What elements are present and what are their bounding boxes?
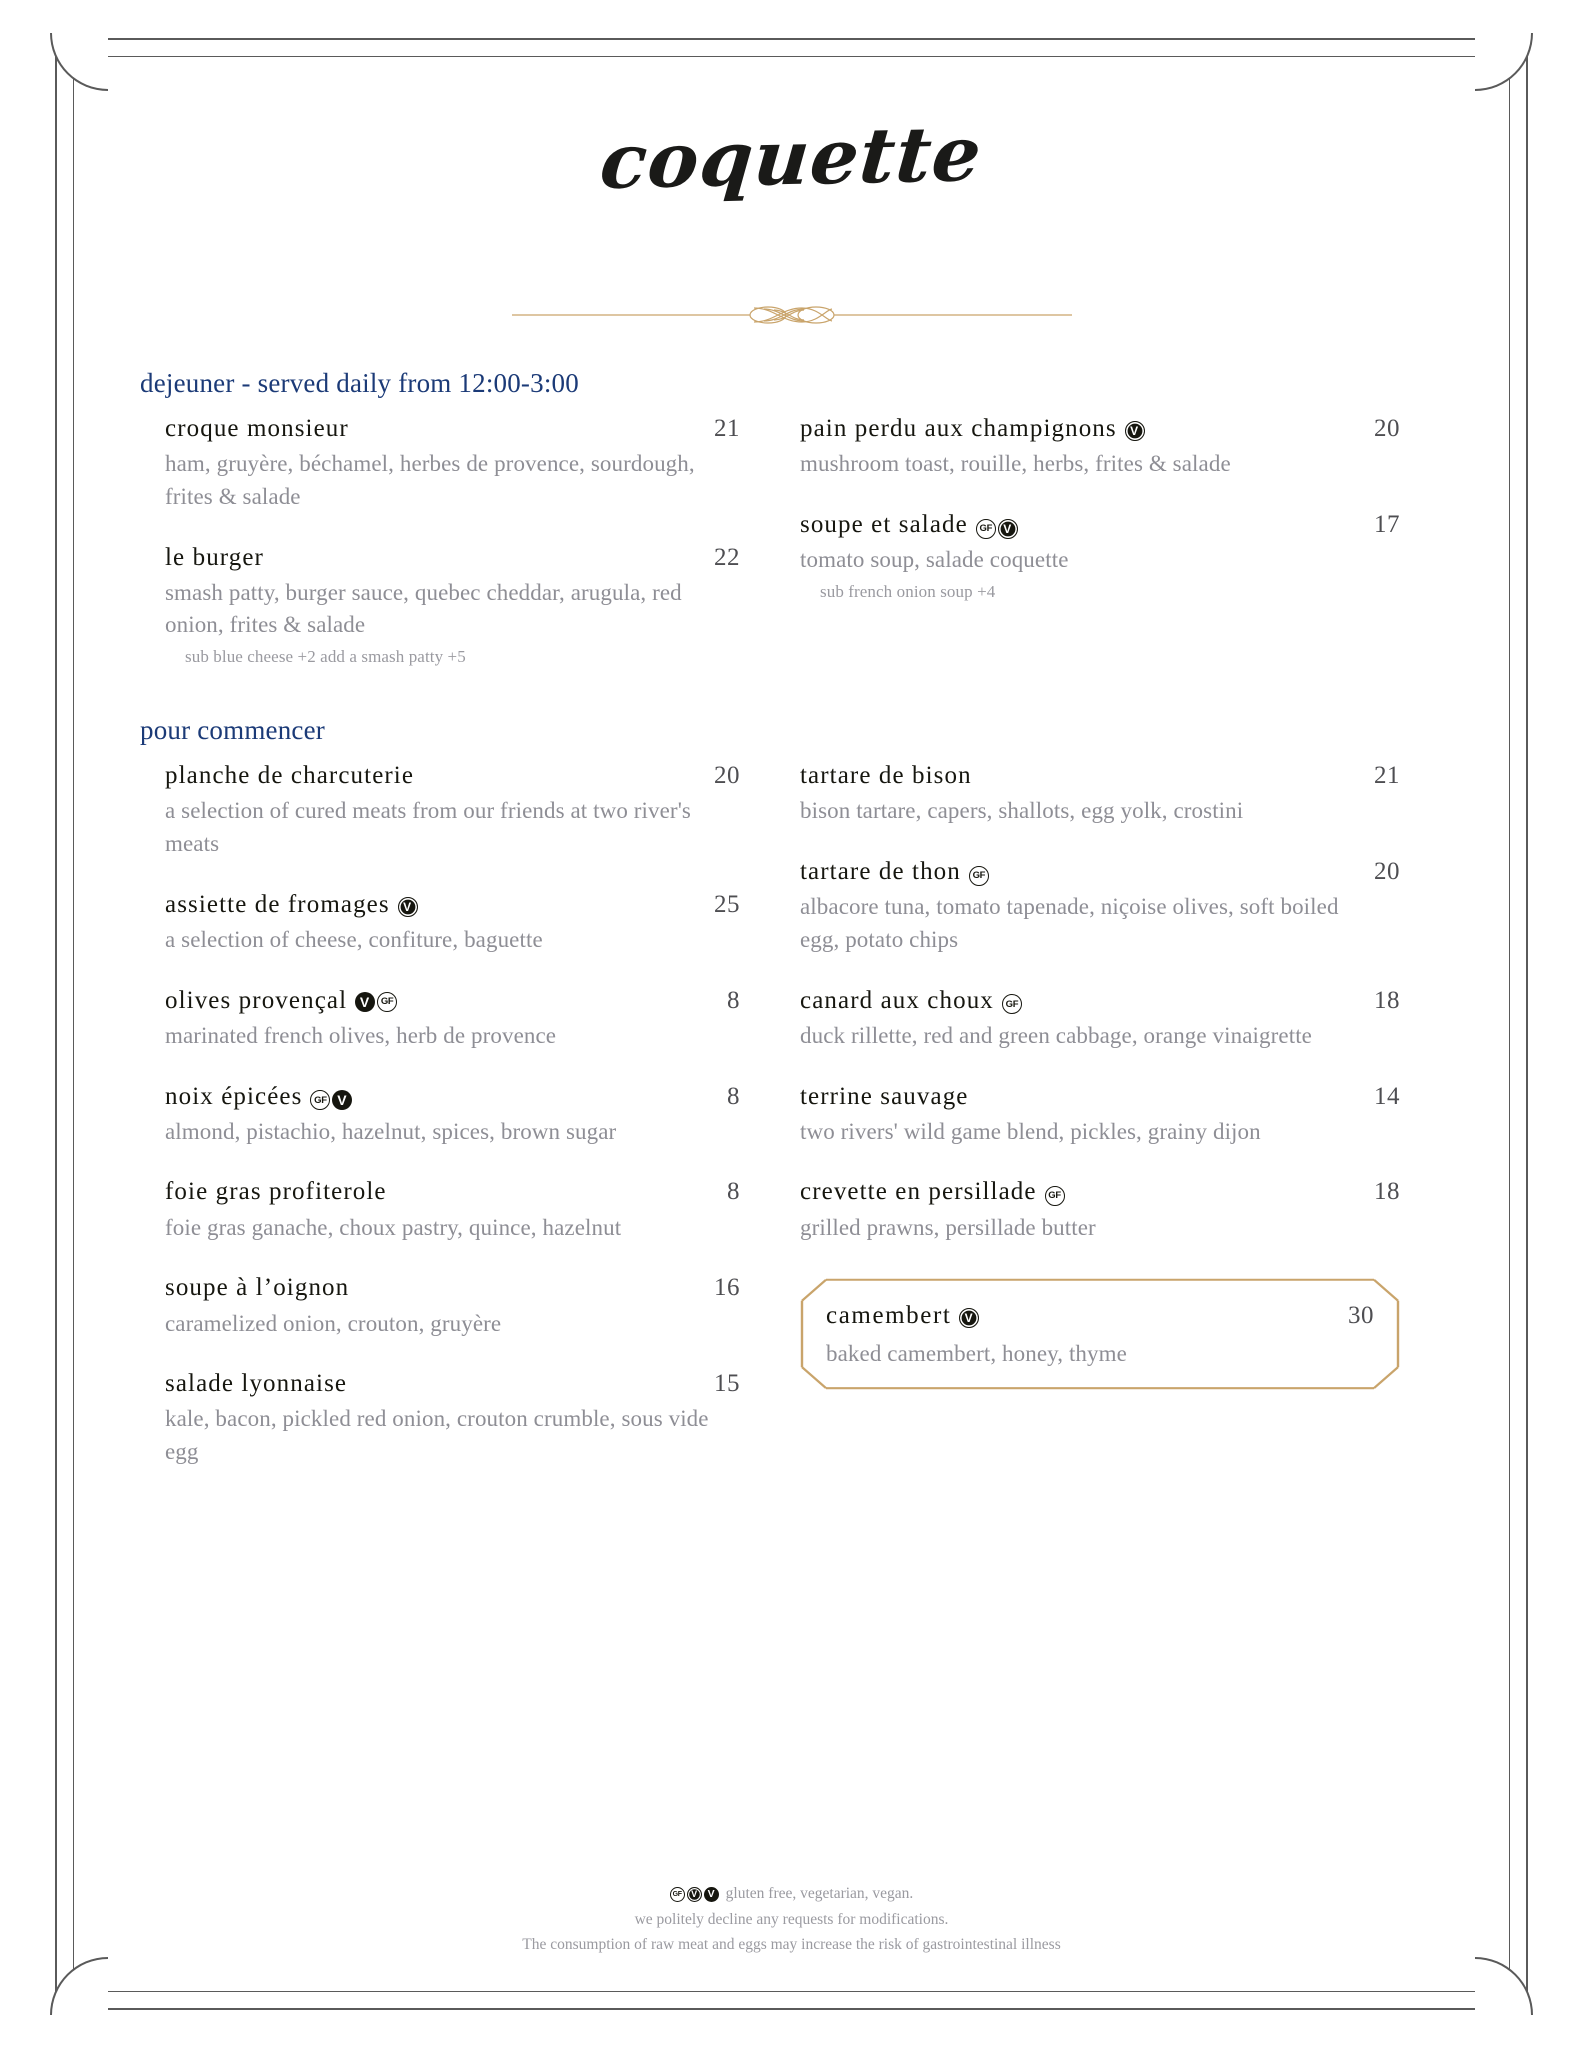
menu-item-name: noix épicées GF V bbox=[165, 1081, 352, 1112]
menu-item-description: albacore tuna, tomato tapenade, niçoise olives, soft boiled egg, potato chips bbox=[800, 894, 1339, 952]
menu-item-description: kale, bacon, pickled red onion, crouton crumble, sous vide egg bbox=[165, 1406, 709, 1465]
menu-item[interactable] bbox=[165, 542, 740, 668]
menu-item[interactable] bbox=[800, 760, 1400, 828]
menu-item-header bbox=[165, 1176, 740, 1207]
menu-item-name: croque monsieur bbox=[165, 415, 349, 442]
menu-item-name: crevette en persillade GF bbox=[800, 1176, 1065, 1207]
masthead bbox=[0, 109, 1583, 206]
section-heading-dejeuner: dejeuner - served daily from 12:00-3:00 bbox=[140, 368, 579, 398]
menu-item-description: a selection of cured meats from our friends at two river's meats bbox=[165, 798, 691, 857]
corner-ornament-top-left bbox=[50, 33, 108, 91]
menu-item-price: 17 bbox=[1374, 510, 1400, 538]
menu-item[interactable] bbox=[800, 1081, 1400, 1149]
menu-item[interactable] bbox=[826, 1300, 1374, 1370]
vegetarian-icon: V bbox=[687, 1887, 702, 1902]
menu-item[interactable] bbox=[165, 1368, 740, 1469]
menu-item-price: 20 bbox=[714, 762, 740, 790]
menu-item-description: grilled prawns, persillade butter bbox=[800, 1214, 1096, 1240]
menu-item-price: 14 bbox=[1374, 1082, 1400, 1110]
menu-item-name: assiette de fromages V bbox=[165, 889, 418, 920]
section-columns-pour-commencer bbox=[140, 760, 1440, 1469]
menu-item-header bbox=[800, 1081, 1400, 1112]
dietary-badges bbox=[398, 897, 418, 917]
menu-item-price: 20 bbox=[1374, 858, 1400, 886]
menu-content bbox=[140, 368, 1440, 1469]
dejeuner-right-column bbox=[800, 413, 1400, 602]
dietary-badges bbox=[1002, 994, 1022, 1014]
restaurant-logo-title: coquette bbox=[597, 109, 986, 206]
menu-item[interactable] bbox=[165, 1272, 740, 1340]
menu-item-header bbox=[800, 413, 1400, 444]
vegetarian-icon: V bbox=[959, 1308, 979, 1328]
gluten-free-icon: GF bbox=[310, 1090, 330, 1110]
dietary-badges bbox=[1125, 421, 1145, 441]
menu-item-header bbox=[165, 413, 740, 444]
menu-item-name: soupe et salade GF V bbox=[800, 509, 1018, 540]
menu-item-description: mushroom toast, rouille, herbs, frites & salade bbox=[800, 451, 1231, 477]
menu-item-name: canard aux choux GF bbox=[800, 985, 1022, 1016]
gluten-free-icon: GF bbox=[1002, 994, 1022, 1014]
vegetarian-icon: V bbox=[398, 897, 418, 917]
menu-item-description: duck rillette, red and green cabbage, orange vinaigrette bbox=[800, 1022, 1312, 1048]
gluten-free-icon: GF bbox=[670, 1887, 685, 1902]
dietary-badges bbox=[959, 1308, 979, 1328]
menu-item-description: caramelized onion, crouton, gruyère bbox=[165, 1310, 502, 1336]
menu-item-header bbox=[800, 509, 1400, 540]
menu-item-header bbox=[800, 760, 1400, 791]
vegetarian-icon: V bbox=[1125, 421, 1145, 441]
menu-item-description: foie gras ganache, choux pastry, quince, hazelnut bbox=[165, 1214, 622, 1240]
menu-item[interactable] bbox=[165, 760, 740, 861]
featured-item-camembert bbox=[800, 1278, 1400, 1390]
gluten-free-icon: GF bbox=[976, 519, 996, 539]
menu-item-name: foie gras profiterole bbox=[165, 1178, 387, 1206]
dietary-badges bbox=[976, 519, 1018, 539]
menu-item-description: two rivers' wild game blend, pickles, grainy dijon bbox=[800, 1118, 1261, 1144]
section-heading-pour-commencer: pour commencer bbox=[140, 715, 325, 746]
pour-commencer-left-column bbox=[140, 760, 740, 1469]
dejeuner-left-column bbox=[140, 413, 740, 667]
dietary-badges bbox=[355, 992, 397, 1012]
menu-item[interactable] bbox=[800, 1176, 1400, 1244]
corner-ornament-bottom-right bbox=[1475, 1957, 1533, 2015]
vegetarian-icon: V bbox=[998, 519, 1018, 539]
menu-item-name: planche de charcuterie bbox=[165, 762, 415, 790]
footer-legend-text: gluten free, vegetarian, vegan. bbox=[725, 1885, 914, 1903]
menu-item-price: 20 bbox=[1374, 415, 1400, 442]
corner-ornament-top-right bbox=[1475, 33, 1533, 91]
menu-item-price: 22 bbox=[714, 543, 740, 571]
gluten-free-icon: GF bbox=[1045, 1186, 1065, 1206]
menu-item-description: baked camembert, honey, thyme bbox=[826, 1340, 1127, 1366]
menu-item-name: tartare de thon GF bbox=[800, 856, 989, 887]
menu-item[interactable] bbox=[800, 985, 1400, 1053]
dietary-badges bbox=[969, 866, 989, 886]
menu-item-modifier-note: sub french onion soup +4 bbox=[820, 581, 996, 601]
menu-footer bbox=[0, 1881, 1583, 1958]
menu-item-price: 21 bbox=[714, 415, 740, 442]
menu-item-header bbox=[165, 1081, 740, 1112]
menu-item-modifier-note: sub blue cheese +2 add a smash patty +5 bbox=[185, 647, 466, 667]
menu-item-description: bison tartare, capers, shallots, egg yolk, crostini bbox=[800, 798, 1244, 824]
menu-item-header bbox=[165, 760, 740, 791]
section-columns-dejeuner bbox=[140, 413, 1440, 667]
menu-item-description: tomato soup, salade coquette bbox=[800, 547, 1069, 573]
menu-item-header bbox=[165, 1368, 740, 1399]
menu-item[interactable] bbox=[165, 1081, 740, 1149]
menu-item-name: soupe à l’oignon bbox=[165, 1274, 350, 1302]
menu-item-price: 18 bbox=[1374, 1178, 1400, 1206]
menu-item-header bbox=[800, 856, 1400, 887]
gluten-free-icon: GF bbox=[969, 866, 989, 886]
menu-item[interactable] bbox=[800, 413, 1400, 481]
footer-legend-line bbox=[0, 1881, 1583, 1907]
menu-item-price: 8 bbox=[727, 1082, 740, 1110]
vegan-icon: V bbox=[704, 1887, 719, 1902]
menu-item-price: 21 bbox=[1374, 762, 1400, 790]
gluten-free-icon: GF bbox=[377, 992, 397, 1012]
menu-item-header bbox=[165, 1272, 740, 1303]
pour-commencer-right-column bbox=[800, 760, 1400, 1390]
vegan-icon: V bbox=[355, 992, 375, 1012]
menu-item[interactable] bbox=[165, 1176, 740, 1244]
menu-item-name: terrine sauvage bbox=[800, 1082, 969, 1110]
corner-ornament-bottom-left bbox=[50, 1957, 108, 2015]
menu-item-description: almond, pistachio, hazelnut, spices, brown sugar bbox=[165, 1118, 617, 1144]
menu-item[interactable] bbox=[165, 413, 740, 514]
menu-item-header bbox=[165, 985, 740, 1016]
menu-item[interactable] bbox=[165, 985, 740, 1053]
menu-item-name: salade lyonnaise bbox=[165, 1370, 348, 1398]
dietary-badges bbox=[310, 1090, 352, 1110]
dietary-badges bbox=[1045, 1186, 1065, 1206]
menu-item[interactable] bbox=[800, 856, 1400, 957]
menu-item-header bbox=[165, 889, 740, 920]
menu-item-description: smash patty, burger sauce, quebec cheddar, arugula, red onion, frites & salade bbox=[165, 579, 682, 638]
menu-item-header bbox=[826, 1300, 1374, 1331]
menu-item-header bbox=[800, 985, 1400, 1016]
vegan-icon: V bbox=[332, 1090, 352, 1110]
footer-legend-badges bbox=[670, 1887, 719, 1902]
footer-note-modifications: we politely decline any requests for modifications. bbox=[634, 1910, 949, 1928]
menu-item-price: 8 bbox=[727, 1178, 740, 1206]
menu-item-name: tartare de bison bbox=[800, 762, 972, 790]
menu-item-name: le burger bbox=[165, 543, 264, 571]
menu-item-name: pain perdu aux champignons V bbox=[800, 413, 1145, 444]
menu-item[interactable] bbox=[165, 889, 740, 957]
menu-item-price: 8 bbox=[727, 986, 740, 1014]
footer-note-raw-warning: The consumption of raw meat and eggs may increase the risk of gastrointestinal illness bbox=[522, 1936, 1061, 1954]
menu-item[interactable] bbox=[800, 509, 1400, 602]
menu-item-name: camembert V bbox=[826, 1300, 979, 1331]
menu-item-price: 18 bbox=[1374, 986, 1400, 1014]
menu-item-description: ham, gruyère, béchamel, herbes de provence, sourdough, frites & salade bbox=[165, 451, 695, 509]
menu-item-header bbox=[800, 1176, 1400, 1207]
ornamental-divider bbox=[512, 300, 1072, 330]
menu-item-price: 15 bbox=[714, 1370, 740, 1398]
menu-item-description: a selection of cheese, confiture, baguette bbox=[165, 926, 543, 952]
menu-item-description: marinated french olives, herb de provence bbox=[165, 1022, 557, 1048]
flourish-glyph bbox=[750, 307, 834, 323]
menu-item-price: 30 bbox=[1348, 1302, 1374, 1330]
menu-item-price: 25 bbox=[714, 890, 740, 918]
menu-item-name: olives provençal V GF bbox=[165, 985, 397, 1016]
menu-item-header bbox=[165, 542, 740, 573]
menu-item-price: 16 bbox=[714, 1274, 740, 1302]
